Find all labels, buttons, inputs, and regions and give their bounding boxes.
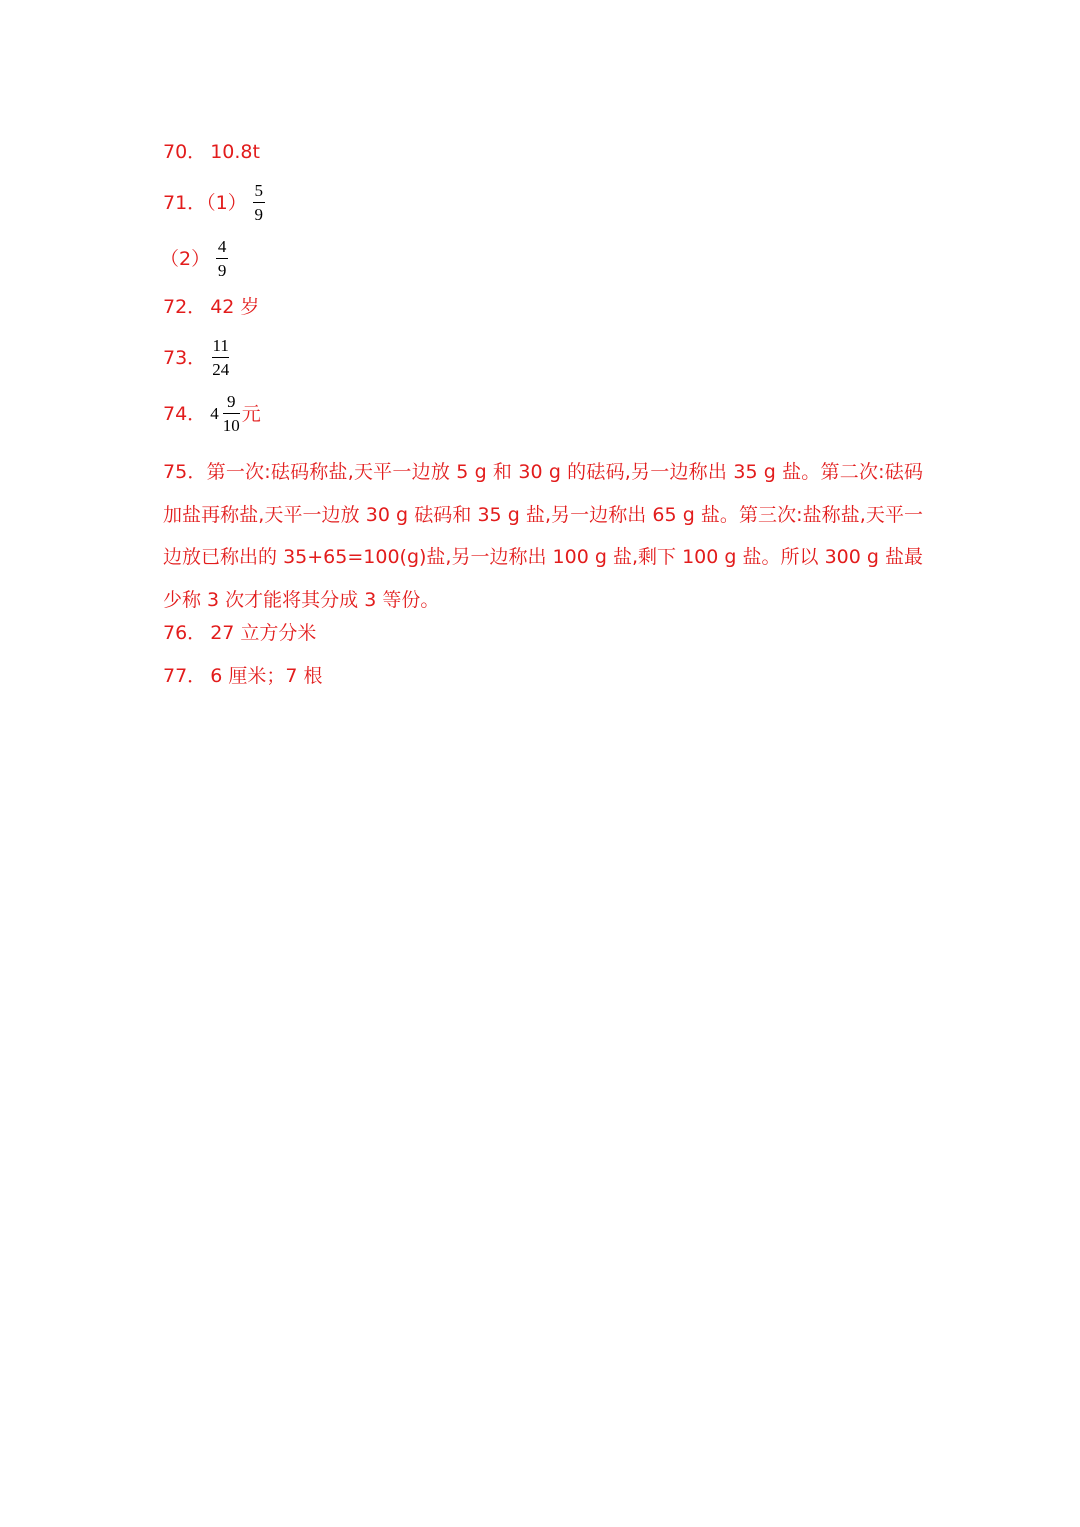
fraction xyxy=(253,181,265,224)
fraction xyxy=(223,392,240,435)
answer-value: 42 岁 xyxy=(210,296,260,318)
fraction-numerator: 11 xyxy=(212,336,229,355)
answer-unit: 元 xyxy=(241,402,261,425)
answer-value: 6 厘米；7 根 xyxy=(210,665,323,687)
fraction xyxy=(216,237,228,280)
fraction-denominator: 9 xyxy=(217,261,227,280)
fraction-denominator: 9 xyxy=(254,205,264,224)
mixed-number-whole: 4 xyxy=(210,403,219,423)
fraction-bar xyxy=(223,413,240,414)
fraction-bar xyxy=(212,357,229,358)
fraction-numerator: 4 xyxy=(217,237,227,256)
answer-76 xyxy=(163,620,316,646)
answer-70 xyxy=(163,139,260,165)
answer-value: 10.8t xyxy=(210,141,260,163)
answer-73 xyxy=(163,336,231,379)
fraction-denominator: 24 xyxy=(212,360,230,379)
answer-71-part-1 xyxy=(163,181,267,224)
answer-77 xyxy=(163,663,322,689)
fraction-denominator: 10 xyxy=(222,416,240,435)
answer-74 xyxy=(163,392,261,435)
answer-71-part-2 xyxy=(160,237,230,280)
answer-number: 71．（1） xyxy=(163,191,247,214)
answer-number: 76． xyxy=(163,622,207,644)
answer-number: 72． xyxy=(163,296,207,318)
answer-number: （2） xyxy=(160,247,211,270)
answer-number: 73． xyxy=(163,346,207,369)
answer-number: 70． xyxy=(163,141,207,163)
answer-75: 75．第一次:砝码称盐,天平一边放 5 g 和 30 g 的砝码,另一边称出 35 g 盐。第二次:砝码加盐再称盐,天平一边放 30 g 砝码和 35 g 盐,另一边称出 65 g 盐。第三次:盐称盐,天平一边放已称出的 35+65=100(g)盐,另一边称出 100 g 盐,剩下 100 g 盐。所以 300 g 盐最少称 3 次才能将其分成 3 等份。 xyxy=(163,461,923,611)
answer-72 xyxy=(163,294,259,320)
answer-number: 74． xyxy=(163,402,207,425)
fraction-bar xyxy=(216,258,228,259)
fraction xyxy=(212,336,229,379)
fraction-numerator: 9 xyxy=(226,392,236,411)
answer-number: 77． xyxy=(163,665,207,687)
fraction-bar xyxy=(253,202,265,203)
fraction-numerator: 5 xyxy=(254,181,264,200)
answer-value: 27 立方分米 xyxy=(210,622,317,644)
